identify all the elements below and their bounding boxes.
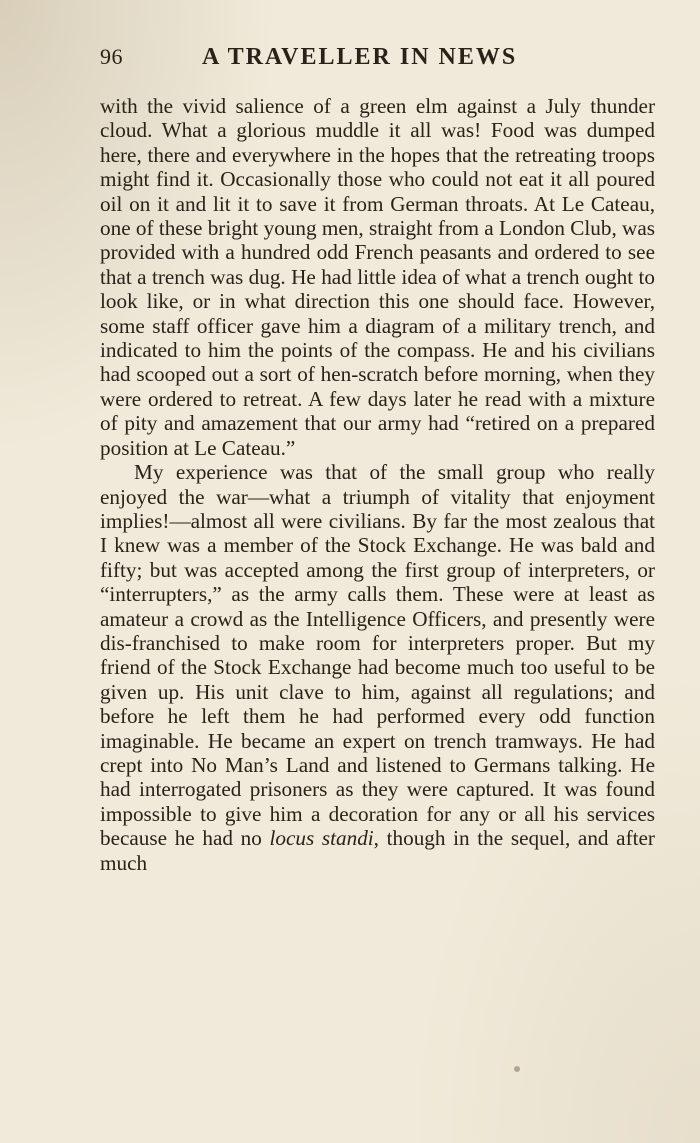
running-title: A TRAVELLER IN NEWS bbox=[202, 44, 518, 70]
body-text bbox=[100, 94, 655, 875]
paragraph-2 bbox=[100, 460, 655, 875]
paragraph-2-continuation: , though in the sequel, and after much bbox=[100, 826, 655, 875]
page-header bbox=[100, 44, 655, 80]
paragraph-1-text: with the vivid salience of a green elm against a July thunder cloud. What a glorious muddle it all was! Food was dumped here, there and everywhere in the hopes that the retreating troops might find it. Occasionally those who could not eat it all poured oil on it and lit it to save it from German throats. At Le Cateau, one of these bright young men, straight from a London Club, was provided with a hundred odd French peasants and ordered to see that a trench was dug. He had little idea of what a trench ought to look like, or in what direction this one should face. However, some staff officer gave him a diagram of a military trench, and indicated to him the points of the compass. He and his civilians had scooped out a sort of hen-scratch before morning, when they were ordered to retreat. A few days later he read with a mixture of pity and amazement that our army had “retired on a prepared position at Le Cateau.” bbox=[100, 94, 655, 460]
paragraph-2-text: My experience was that of the small group who really enjoyed the war—what a triumph of vitality that enjoyment implies!—almost all were civilians. By far the most zealous that I knew was a member of the Stock Exchange. He was bald and fifty; but was accepted among the first group of interpreters, or “interrupters,” as the army calls them. These were at least as amateur a crowd as the Intelligence Officers, and presently were dis-franchised to make room for interpreters proper. But my friend of the Stock Exchange had become much too useful to be given up. His unit clave to him, against all regulations; and before he left them he had performed every odd function imaginable. He became an expert on trench tramways. He had crept into No Man’s Land and listened to Germans talking. He had interrogated prisoners as they were captured. It was found impossible to give him a decoration for any or all his services because he had no bbox=[100, 460, 655, 851]
page-number: 96 bbox=[100, 44, 123, 69]
book-page bbox=[100, 44, 655, 875]
italic-phrase: locus standi bbox=[269, 826, 374, 851]
paper-speck bbox=[514, 1066, 520, 1072]
paragraph-1 bbox=[100, 94, 655, 460]
